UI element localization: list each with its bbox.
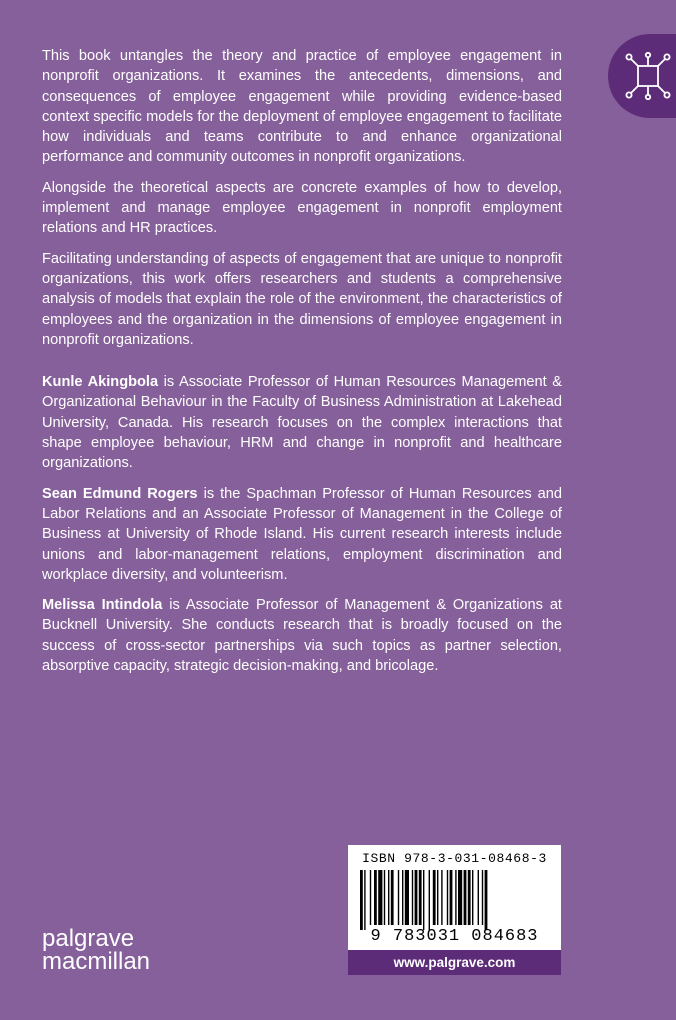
barcode-bar bbox=[374, 870, 377, 925]
isbn-label: ISBN 978-3-031-08468-3 bbox=[362, 851, 547, 866]
barcode-bar bbox=[450, 870, 453, 925]
palgrave-network-icon bbox=[624, 52, 672, 100]
barcode-bar bbox=[464, 870, 467, 925]
author-bio-text: is Associate Professor of Management & Organizations at Bucknell University. She conducts research that is broadly focused on the success of cross-sector partnerships via such topics as partner selection, absorptive capacity, strategic decision-making, and bricolage. bbox=[42, 597, 562, 675]
barcode-bar bbox=[398, 870, 399, 925]
barcode-bar bbox=[478, 870, 479, 925]
barcode-bar bbox=[384, 870, 385, 925]
barcode-bar bbox=[415, 870, 418, 925]
description-paragraph-2: Alongside the theoretical aspects are concrete examples of how to develop, implement and manage employee engagement in nonprofit employment relations and HR practices. bbox=[42, 179, 562, 237]
barcode-bar bbox=[423, 870, 424, 930]
barcode-bar bbox=[441, 870, 442, 925]
barcode-bar bbox=[482, 870, 483, 925]
barcode-bar bbox=[485, 870, 488, 930]
barcode-bar bbox=[455, 870, 456, 925]
barcode-bar bbox=[472, 870, 473, 925]
publisher-logo-tab bbox=[608, 34, 676, 118]
back-cover-text bbox=[42, 46, 562, 686]
barcode-bar bbox=[405, 870, 409, 925]
barcode-bar bbox=[388, 870, 389, 925]
author-bio-text: is the Spachman Professor of Human Resources and Labor Relations and an Associate Professor of Management in the College of Business at University of Rhode Island. His current research interests include unions and labor-management relations, employment discrimination and workplace diversity, and volunteerism. bbox=[42, 485, 563, 583]
barcode-bar bbox=[437, 870, 438, 925]
barcode-bar bbox=[458, 870, 462, 925]
author-name: Sean Edmund Rogers bbox=[42, 485, 198, 502]
publisher-wordmark-line2: macmillan bbox=[42, 948, 151, 975]
author-bio-akingbola bbox=[42, 372, 562, 473]
barcode-bar bbox=[429, 870, 430, 930]
publisher-website: www.palgrave.com bbox=[348, 950, 561, 975]
barcode-bar bbox=[433, 870, 436, 925]
description-paragraph-1: This book untangles the theory and practice of employee engagement in nonprofit organizations. It examines the antecedents, dimensions, and consequences of employee engagement while providing evidence-based context specific models for the deployment of employee engagement to facilitate how individuals and teams contribute to and enhance organizational performance and community outcomes in nonprofit organizations. bbox=[42, 48, 562, 166]
barcode-digits: 9 783031 084683 bbox=[370, 927, 539, 946]
author-bio-rogers bbox=[42, 484, 562, 585]
publisher-wordmark-line1: palgrave bbox=[42, 925, 135, 952]
barcode-bar bbox=[378, 870, 382, 925]
barcode-bar bbox=[370, 870, 371, 925]
barcode-bar bbox=[360, 870, 363, 930]
isbn-barcode bbox=[348, 845, 561, 950]
author-bio-intindola bbox=[42, 595, 562, 676]
barcode-bar bbox=[364, 870, 365, 930]
barcode-bar bbox=[402, 870, 403, 925]
barcode-bar bbox=[412, 870, 413, 925]
barcode-bar bbox=[468, 870, 471, 925]
barcode-bar bbox=[447, 870, 448, 925]
publisher-wordmark bbox=[42, 927, 150, 973]
barcode-bar bbox=[391, 870, 394, 925]
author-name: Melissa Intindola bbox=[42, 597, 163, 614]
description-paragraph-3: Facilitating understanding of aspects of engagement that are unique to nonprofit organizations, this work offers researchers and students a comprehensive analysis of models that explain the role of the environment, the characteristics of employees and the organization in the dimensions of employee engagement in nonprofit organizations. bbox=[42, 250, 562, 348]
barcode-bar bbox=[419, 870, 422, 925]
author-bio-text: is Associate Professor of Human Resources Management & Organizational Behaviour in the Faculty of Business Administration at Lakehead University, Canada. His research focuses on the complex interactions that shape employee behaviour, HRM and change in nonprofit and healthcare organizations. bbox=[42, 374, 562, 472]
author-name: Kunle Akingbola bbox=[42, 374, 159, 391]
